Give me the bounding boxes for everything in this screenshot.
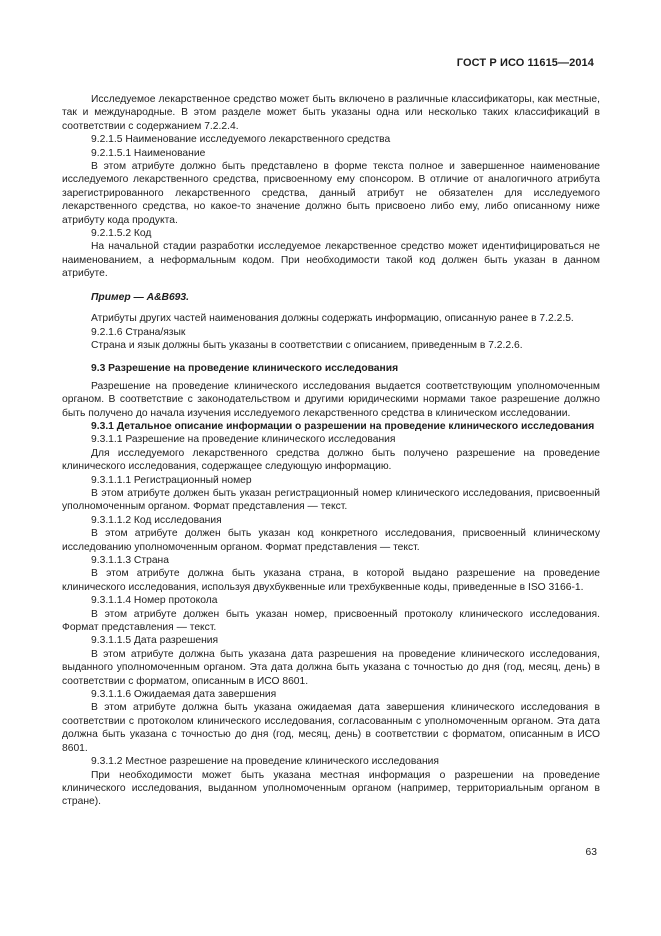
paragraph-study-code: В этом атрибуте должен быть указан код конкретного исследования, присвоенный клиническому исследованию уполномоченным органом. Формат представления — текст. <box>62 528 600 553</box>
clause-9-2-1-5-1: 9.2.1.5.1 Наименование <box>91 147 206 159</box>
paragraph-name-parts: Атрибуты других частей наименования должны содержать информацию, описанную ранее в 7.2.2.5. <box>91 313 574 325</box>
paragraph-authorization-date: В этом атрибуте должна быть указана дата разрешения на проведение клинического исследования, выданного уполномоченным органом. Эта дата должна быть указана с точностью до дня (год, месяц, день) в соответствии с форматом, описанным в ИСО 8601. <box>62 648 600 687</box>
paragraph-authorization-required: Для исследуемого лекарственного средства должно быть получено разрешение на проведение клинического исследования, содержащее следующую информацию. <box>62 447 600 473</box>
paragraph-local-authorization: При необходимости может быть указана местная информация о разрешении на проведение клинического исследования, выданном уполномоченным органом (например, территориальным органом в стране). <box>62 769 600 808</box>
clause-9-3-1-1-1: 9.3.1.1.1 Регистрационный номер <box>91 474 252 486</box>
clause-9-3-1-1: 9.3.1.1 Разрешение на проведение клинического исследования <box>91 434 396 446</box>
paragraph-authorization-intro: Разрешение на проведение клинического исследования выдается соответствующим уполномоченным органом. В соответствие с законодательством и другими юридическими нормами такое разрешение должно быть получено до начала изучения исследуемого лекарственного средства в клиническом исследовании. <box>62 380 600 419</box>
clause-9-3-1-1-4: 9.3.1.1.4 Номер протокола <box>91 595 218 607</box>
paragraph-expected-end-date: В этом атрибуте должна быть указана ожидаемая дата завершения клинического исследования в соответствии с протоколом клинического исследования, согласованным с уполномоченным органом. Эта дата должна быть указана с точностью до дня (год, месяц, день) в соответствии с форматом, описанным в ИСО 8601. <box>62 702 600 754</box>
clause-9-2-1-6: 9.2.1.6 Страна/язык <box>91 326 186 338</box>
paragraph-protocol-number: В этом атрибуте должен быть указан номер, присвоенный протоколу клинического исследования. Формат представления — текст. <box>62 608 600 634</box>
clause-9-3-1-1-3: 9.3.1.1.3 Страна <box>91 555 169 566</box>
paragraph-registration-number: В этом атрибуте должен быть указан регистрационный номер клинического исследования, присвоенный уполномоченным органом. Формат представления — текст. <box>62 487 600 513</box>
paragraph-classification: Исследуемое лекарственное средство может быть включено в различные классификаторы, как местные, так и международные. В этом разделе может быть указаны одна или несколько таких классификаций в соответствии с содержанием 7.2.2.4. <box>62 94 600 132</box>
paragraph-country: В этом атрибуте должна быть указана страна, в которой выдано разрешение на проведение клинического исследования, используя двухбуквенные или трехбуквенные коды, приведенные в ISO 3166-1. <box>62 568 600 593</box>
example-label: Пример — A&B693. <box>91 291 189 303</box>
page-number: 63 <box>585 847 597 858</box>
section-heading-9-3: 9.3 Разрешение на проведение клинического исследования <box>91 363 399 375</box>
subsection-heading-9-3-1: 9.3.1 Детальное описание информации о разрешении на проведение клинического исследования <box>91 420 595 432</box>
clause-9-2-1-5: 9.2.1.5 Наименование исследуемого лекарственного средства <box>91 134 391 146</box>
clause-9-2-1-5-2: 9.2.1.5.2 Код <box>91 228 152 240</box>
paragraph-name-description: В этом атрибуте должно быть представлено в форме текста полное и завершенное наименование исследуемого лекарственного средства, присвоенному ему спонсором. В отличие от аналогичного атрибута зарегистрированного лекарственного средства, данный атрибут не обязателен для исследуемого лекарственного средства, но какое-то значение должно быть присвоено либо ему, либо описанному ниже атрибуту кода продукта. <box>62 161 600 226</box>
clause-9-3-1-1-5: 9.3.1.1.5 Дата разрешения <box>91 635 219 647</box>
paragraph-country-language: Страна и язык должны быть указаны в соответствии с описанием, приведенным в 7.2.2.6. <box>91 339 523 351</box>
document-code-header: ГОСТ Р ИСО 11615—2014 <box>456 57 594 69</box>
clause-9-3-1-2: 9.3.1.2 Местное разрешение на проведение клинического исследования <box>91 756 439 768</box>
clause-9-3-1-1-2: 9.3.1.1.2 Код исследования <box>91 514 222 526</box>
document-body <box>62 93 600 809</box>
clause-9-3-1-1-6: 9.3.1.1.6 Ожидаемая дата завершения <box>91 689 277 701</box>
paragraph-code-description: На начальной стадии разработки исследуемое лекарственное средство может идентифицироваться не наименованием, а неформальным кодом. При необходимости такой код должен быть указан в данном атрибуте. <box>62 241 600 280</box>
